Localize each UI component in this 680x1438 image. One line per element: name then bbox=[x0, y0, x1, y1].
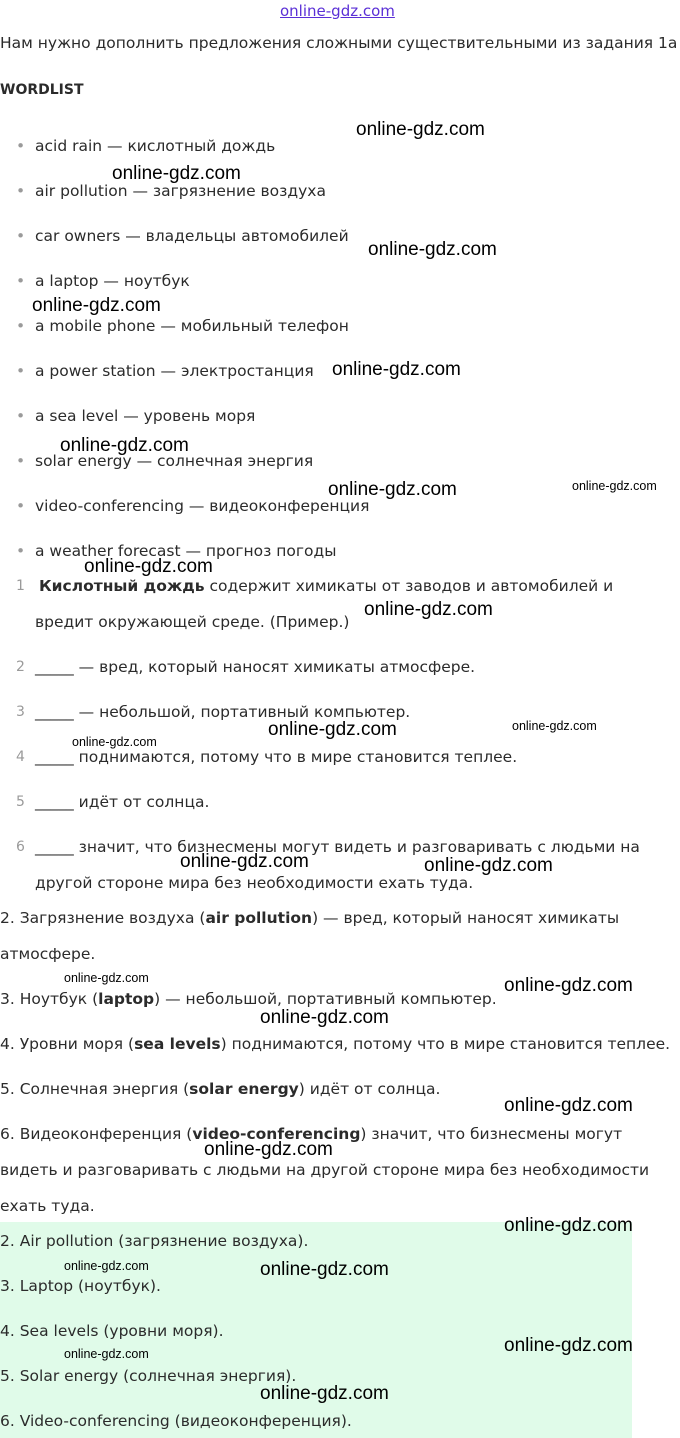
exercise-number: 4 bbox=[16, 749, 25, 765]
exercise-number: 1 bbox=[16, 578, 25, 594]
watermark: online-gdz.com bbox=[84, 556, 213, 577]
watermark: online-gdz.com bbox=[260, 1383, 389, 1404]
watermark: online-gdz.com bbox=[32, 295, 161, 316]
exercise-number: 5 bbox=[16, 794, 25, 810]
wordlist-item: a mobile phone — мобильный телефон bbox=[35, 317, 349, 335]
watermark: online-gdz.com bbox=[64, 1347, 149, 1361]
watermark: online-gdz.com bbox=[112, 163, 241, 184]
summary-item: 3. Laptop (ноутбук). bbox=[0, 1277, 161, 1295]
exercise-line: _____ — вред, который наносят химикаты атмосфере. bbox=[35, 658, 476, 676]
watermark: online-gdz.com bbox=[512, 719, 597, 733]
watermark: online-gdz.com bbox=[328, 479, 457, 500]
exercise-line: _____ значит, что бизнесмены могут видеть и разговаривать с людьми на bbox=[35, 838, 640, 856]
exercise-line bbox=[39, 577, 613, 595]
bullet-icon: • bbox=[16, 227, 26, 245]
bullet-icon: • bbox=[16, 497, 26, 515]
watermark: online-gdz.com bbox=[204, 1139, 333, 1160]
wordlist-item: car owners — владельцы автомобилей bbox=[35, 227, 349, 245]
answer-line: видеть и разговаривать с людьми на другой стороне мира без необходимости bbox=[0, 1161, 650, 1179]
watermark: online-gdz.com bbox=[572, 479, 657, 493]
answer-line: 5. Солнечная энергия (solar energy) идёт от солнца. bbox=[0, 1080, 441, 1098]
summary-item: 2. Air pollution (загрязнение воздуха). bbox=[0, 1232, 309, 1250]
wordlist-item: a power station — электростанция bbox=[35, 362, 314, 380]
watermark: online-gdz.com bbox=[356, 119, 485, 140]
answer-line: 3. Ноутбук (laptop) — небольшой, портативный компьютер. bbox=[0, 990, 497, 1008]
exercise-line: _____ идёт от солнца. bbox=[35, 793, 210, 811]
wordlist-item: a laptop — ноутбук bbox=[35, 272, 190, 290]
summary-item: 5. Solar energy (солнечная энергия). bbox=[0, 1367, 297, 1385]
watermark: online-gdz.com bbox=[368, 239, 497, 260]
watermark: online-gdz.com bbox=[504, 1335, 633, 1356]
bullet-icon: • bbox=[16, 317, 26, 335]
watermark: online-gdz.com bbox=[72, 735, 157, 749]
wordlist-item: air pollution — загрязнение воздуха bbox=[35, 182, 326, 200]
wordlist-item: acid rain — кислотный дождь bbox=[35, 137, 276, 155]
exercise-number: 3 bbox=[16, 704, 25, 720]
answer-line: атмосфере. bbox=[0, 945, 96, 963]
exercise-line: _____ поднимаются, потому что в мире становится теплее. bbox=[35, 748, 518, 766]
watermark: online-gdz.com bbox=[424, 855, 553, 876]
answer-line: 6. Видеоконференция (video-conferencing) значит, что бизнесмены могут bbox=[0, 1125, 623, 1143]
summary-item: 6. Video-conferencing (видеоконференция). bbox=[0, 1412, 352, 1430]
bullet-icon: • bbox=[16, 137, 26, 155]
intro-text: Нам нужно дополнить предложения сложными существительными из задания 1а bbox=[0, 34, 678, 52]
wordlist-title: WORDLIST bbox=[0, 82, 84, 98]
answer-line: 2. Загрязнение воздуха (air pollution) — вред, который наносят химикаты bbox=[0, 909, 620, 927]
watermark: online-gdz.com bbox=[332, 359, 461, 380]
bullet-icon: • bbox=[16, 542, 26, 560]
watermark: online-gdz.com bbox=[504, 1215, 633, 1236]
exercise-line: _____ — небольшой, портативный компьютер. bbox=[35, 703, 411, 721]
watermark: online-gdz.com bbox=[180, 851, 309, 872]
bullet-icon: • bbox=[16, 452, 26, 470]
exercise-text: содержит химикаты от заводов и автомобилей и bbox=[204, 577, 614, 595]
watermark: online-gdz.com bbox=[260, 1007, 389, 1028]
wordlist-item: a sea level — уровень моря bbox=[35, 407, 256, 425]
watermark: online-gdz.com bbox=[504, 975, 633, 996]
watermark: online-gdz.com bbox=[64, 1259, 149, 1273]
site-header-link[interactable]: online-gdz.com bbox=[280, 2, 395, 20]
exercise-line: другой стороне мира без необходимости ехать туда. bbox=[35, 874, 474, 892]
exercise-number: 2 bbox=[16, 659, 25, 675]
summary-item: 4. Sea levels (уровни моря). bbox=[0, 1322, 224, 1340]
bullet-icon: • bbox=[16, 272, 26, 290]
wordlist-item: solar energy — солнечная энергия bbox=[35, 452, 314, 470]
watermark: online-gdz.com bbox=[268, 719, 397, 740]
answer-line: 4. Уровни моря (sea levels) поднимаются, потому что в мире становится теплее. bbox=[0, 1035, 671, 1053]
exercise-number: 6 bbox=[16, 839, 25, 855]
watermark: online-gdz.com bbox=[504, 1095, 633, 1116]
watermark: online-gdz.com bbox=[60, 435, 189, 456]
wordlist-item: video-conferencing — видеоконференция bbox=[35, 497, 370, 515]
watermark: online-gdz.com bbox=[364, 599, 493, 620]
bullet-icon: • bbox=[16, 407, 26, 425]
wordlist-item: a weather forecast — прогноз погоды bbox=[35, 542, 337, 560]
watermark: online-gdz.com bbox=[64, 971, 149, 985]
watermark: online-gdz.com bbox=[260, 1259, 389, 1280]
exercise-line: вредит окружающей среде. (Пример.) bbox=[35, 613, 350, 631]
bullet-icon: • bbox=[16, 362, 26, 380]
answer-line: ехать туда. bbox=[0, 1197, 95, 1215]
exercise-bold: Кислотный дождь bbox=[39, 577, 205, 595]
bullet-icon: • bbox=[16, 182, 26, 200]
